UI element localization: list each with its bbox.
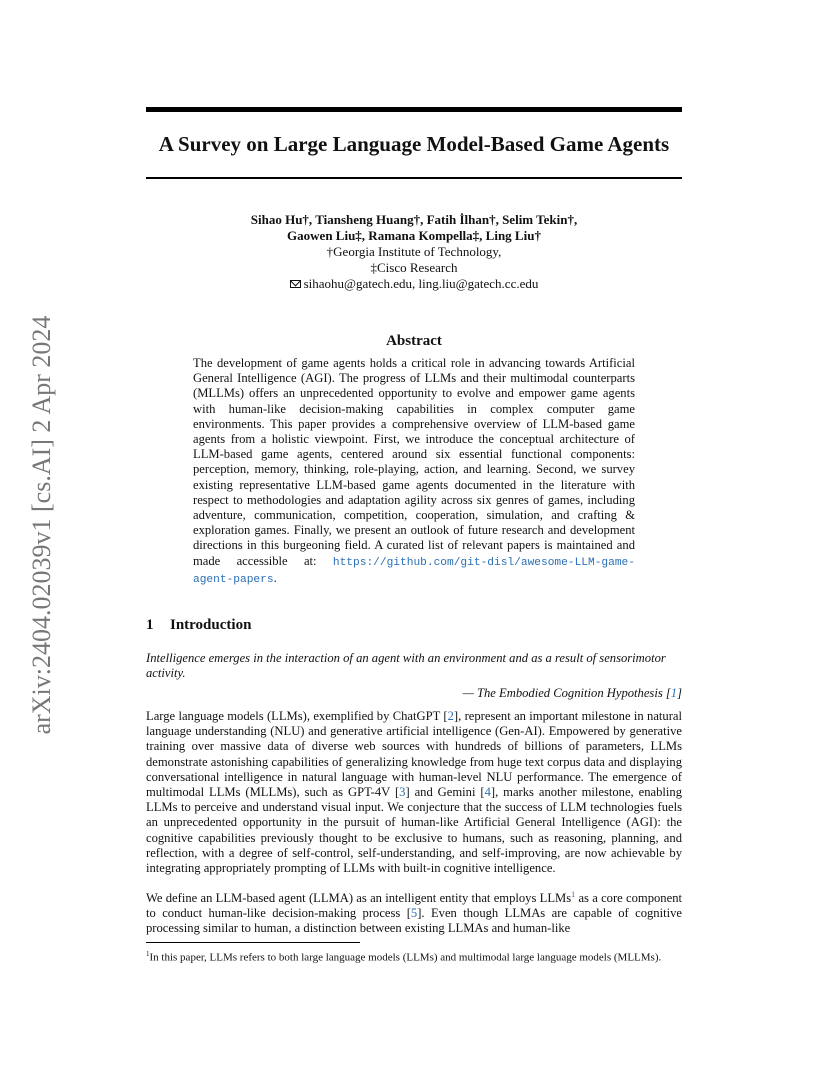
section-title: Introduction — [170, 617, 252, 633]
footnote-rule — [146, 942, 360, 943]
citation-link[interactable]: 1 — [670, 686, 678, 700]
paragraph-text: ], represent an important milestone in natural language understanding (NLU) and generative artificial intelligence (Gen-AI). Empowered by generative training over massive data of diverse web sources with hundreds of billions of parameters, LLMs demonstrate astonishing capabilities of generalizing knowledge from huge text corpus data and displaying conversational intelligence in natural language with human-level NLU performance. The emergence of multimodal LLMs (MLLMs), such as GPT-4V [ — [146, 709, 682, 800]
paragraph-text: ]. Even though LLMAs are capable of cognitive processing similar to human, a distinction between existing LLMAs and human-like — [146, 906, 682, 936]
affiliation-georgia-tech: †Georgia Institute of Technology, — [326, 244, 502, 259]
footnote-marker[interactable]: 1 — [571, 889, 576, 899]
citation-link[interactable]: 5 — [410, 906, 418, 921]
abstract-heading: Abstract — [386, 333, 442, 349]
section-heading-introduction — [146, 615, 251, 635]
citation-link[interactable]: 2 — [447, 709, 454, 723]
paragraph-text: We define an LLM-based agent (LLMA) as an intelligent entity that employs LLMs — [146, 891, 572, 905]
citation-link[interactable]: 4 — [484, 785, 491, 800]
footnote-text: In this paper, LLMs refers to both large language models (LLMs) and multimodal large language models (MLLMs). — [149, 951, 662, 964]
author-emails[interactable]: sihaohu@gatech.edu, ling.liu@gatech.cc.edu — [303, 276, 539, 291]
intro-paragraph-1 — [146, 709, 682, 876]
paper-title: A Survey on Large Language Model-Based Game Agents — [158, 132, 670, 156]
repository-link[interactable]: https://github.com/git-disl/awesome-LLM-game-agent-papers — [193, 556, 635, 586]
section-number: 1 — [146, 617, 154, 633]
epigraph-attribution — [463, 686, 682, 701]
paragraph-text: Large language models (LLMs), exemplified by ChatGPT [ — [146, 709, 448, 723]
author-block — [146, 212, 682, 292]
abstract-body — [193, 356, 635, 588]
author-names-line-1: Sihao Hu†, Tiansheng Huang†, Fatih İlhan†, Selim Tekin†, — [250, 212, 578, 227]
arxiv-identifier: arXiv:2404.02039v1 [cs.AI] 2 Apr 2024 — [27, 315, 56, 735]
attribution-text: — The Embodied Cognition Hypothesis [ — [462, 686, 671, 700]
citation-link[interactable]: 3 — [399, 785, 406, 800]
paragraph-text: ] and Gemini [ — [405, 785, 485, 800]
abstract-end-punct: . — [273, 570, 277, 585]
affiliation-cisco: ‡Cisco Research — [370, 260, 458, 275]
envelope-icon — [290, 280, 301, 288]
email-line — [146, 276, 682, 292]
paragraph-text: as a core component to conduct human-like decision-making process [ — [146, 891, 682, 921]
paragraph-text: ], marks another milestone, enabling LLMs to perceive and understand visual input. We conjecture that the success of LLM technologies fuels an unprecedented opportunity in the pursuit of human-like Artificial General Intelligence (AGI): the cognitive capabilities previously thought to be exclusive to humans, such as reasoning, planning, and reflection, with a degree of self-control, self-understanding, and self-improving, are now achievable by integrating appropriately prompting of LLMs with built-in cognitive intelligence. — [146, 785, 682, 876]
footnote — [146, 948, 682, 965]
intro-paragraph-2 — [146, 891, 682, 937]
attribution-close: ] — [677, 686, 682, 700]
footnote-number: 1 — [146, 950, 150, 958]
author-names-line-2: Gaowen Liu‡, Ramana Kompella‡, Ling Liu† — [287, 228, 541, 243]
abstract-text: The development of game agents holds a critical role in advancing towards Artificial General Intelligence (AGI). The progress of LLMs and their multimodal counterparts (MLLMs) offers an unprecedented opportunity to evolve and empower game agents with human-like decision-making capabilities in complex computer game environments. This paper provides a comprehensive overview of LLM-based game agents from a holistic viewpoint. First, we introduce the conceptual architecture of LLM-based game agents, centered around six essential functional components: perception, memory, thinking, role-playing, action, and learning. Second, we survey existing representative LLM-based game agents documented in the literature with respect to methodologies and adaptation agility across six genres of games, including adventure, communication, competition, cooperation, simulation, and crafting & exploration games. Finally, we present an outlook of future research and development directions in this burgeoning field. A curated list of relevant papers is maintained and made accessible at: — [193, 356, 635, 568]
title-top-rule — [146, 107, 682, 112]
title-bottom-rule — [146, 177, 682, 179]
epigraph-quote: Intelligence emerges in the interaction of an agent with an environment and as a result of sensorimotor activity. — [146, 651, 666, 680]
